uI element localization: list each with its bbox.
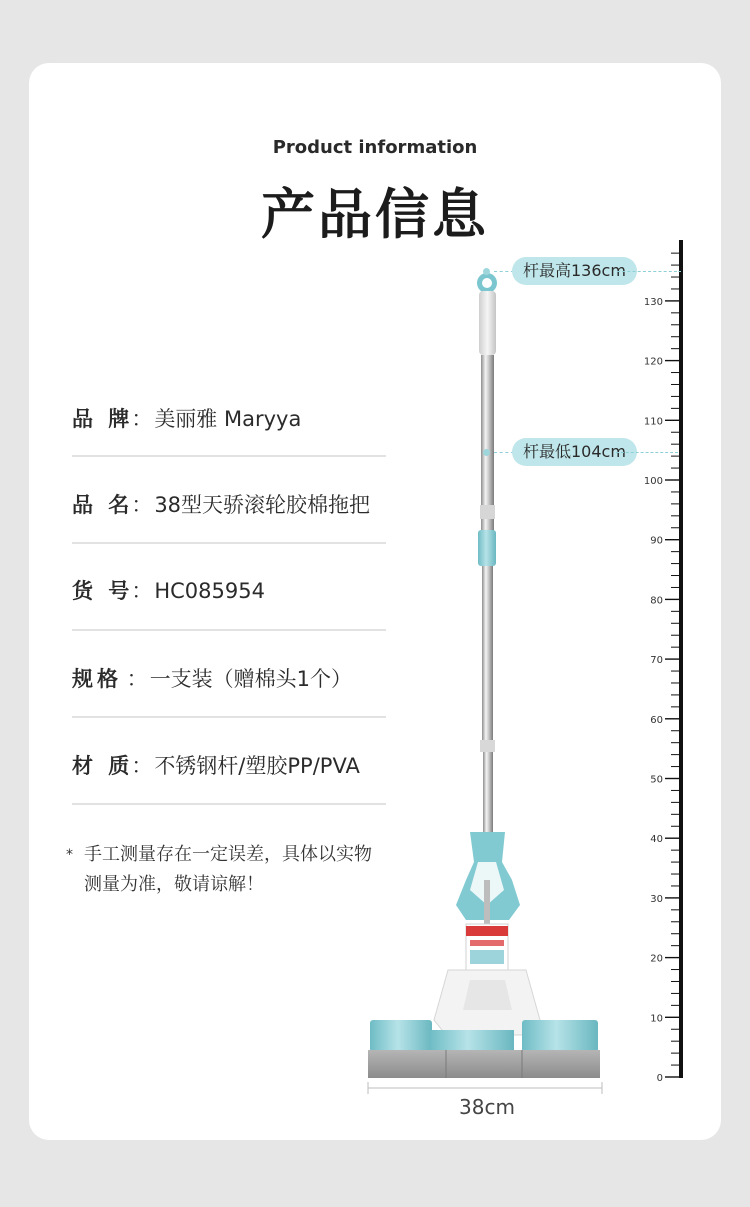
lower-pole-end bbox=[483, 752, 493, 832]
spec-value: HC085954 bbox=[154, 579, 265, 603]
spec-separator: ： bbox=[120, 667, 148, 691]
spec-label: 品 牌 bbox=[72, 407, 134, 431]
ruler-label: 50 bbox=[650, 774, 663, 786]
spec-separator: ： bbox=[131, 754, 153, 778]
ruler-label: 60 bbox=[650, 714, 663, 726]
ruler-label: 10 bbox=[650, 1013, 663, 1025]
dash-line bbox=[617, 271, 677, 272]
max-height-callout: 杆最高136cm bbox=[512, 257, 637, 285]
pole-ring bbox=[480, 740, 495, 752]
spec-separator: ： bbox=[131, 493, 153, 517]
spec-value: 38型天骄滚轮胶棉拖把 bbox=[154, 493, 371, 517]
ruler-label: 80 bbox=[650, 595, 663, 607]
handle-grip bbox=[479, 291, 496, 355]
marker-dot bbox=[483, 449, 490, 456]
note-line-2: 测量为准，敬请谅解！ bbox=[84, 874, 264, 895]
hang-loop bbox=[477, 273, 497, 293]
min-height-callout: 杆最低104cm bbox=[512, 438, 637, 466]
spec-label: 规格 bbox=[72, 667, 122, 691]
mount-pattern bbox=[463, 980, 512, 1010]
ruler-label: 130 bbox=[643, 296, 663, 308]
width-dimension-line bbox=[368, 1082, 602, 1094]
spec-separator: ： bbox=[131, 579, 153, 603]
ruler-label: 100 bbox=[643, 476, 663, 487]
lower-pole bbox=[482, 566, 493, 746]
section-title: 产品信息 bbox=[261, 183, 489, 246]
product-label-tag bbox=[466, 924, 508, 972]
ruler-label: 0 bbox=[656, 1073, 663, 1084]
dash-line bbox=[616, 452, 678, 453]
ruler-label: 40 bbox=[650, 834, 663, 846]
ruler-label: 20 bbox=[650, 953, 663, 965]
spec-label: 货 号 bbox=[72, 579, 134, 603]
dash-line bbox=[494, 271, 514, 272]
ruler-label: 30 bbox=[650, 893, 663, 905]
ruler-label: 110 bbox=[643, 416, 663, 428]
spec-label: 材 质 bbox=[72, 754, 134, 778]
marker-dot bbox=[483, 268, 490, 275]
telescopic-lock bbox=[478, 530, 496, 566]
note-line-1: 手工测量存在一定误差，具体以实物 bbox=[84, 844, 372, 865]
ruler-label: 120 bbox=[643, 356, 663, 368]
section-subtitle: Product information bbox=[272, 137, 478, 158]
spec-separator: ： bbox=[131, 407, 153, 431]
height-ruler bbox=[644, 240, 683, 1084]
mop-width-label: 38cm bbox=[459, 1095, 515, 1119]
note-mark: * bbox=[66, 847, 73, 863]
spec-value: 美丽雅 Maryya bbox=[154, 407, 302, 431]
spec-label: 品 名 bbox=[72, 493, 134, 517]
sponge-roller bbox=[368, 1050, 600, 1078]
ruler-label: 70 bbox=[650, 655, 663, 667]
pole-ring bbox=[480, 505, 495, 519]
ruler-label: 90 bbox=[650, 535, 663, 547]
spec-value: 一支装（赠棉头1个） bbox=[149, 667, 353, 691]
spec-value: 不锈钢杆/塑胶PP/PVA bbox=[154, 754, 360, 778]
dash-line bbox=[494, 452, 514, 453]
